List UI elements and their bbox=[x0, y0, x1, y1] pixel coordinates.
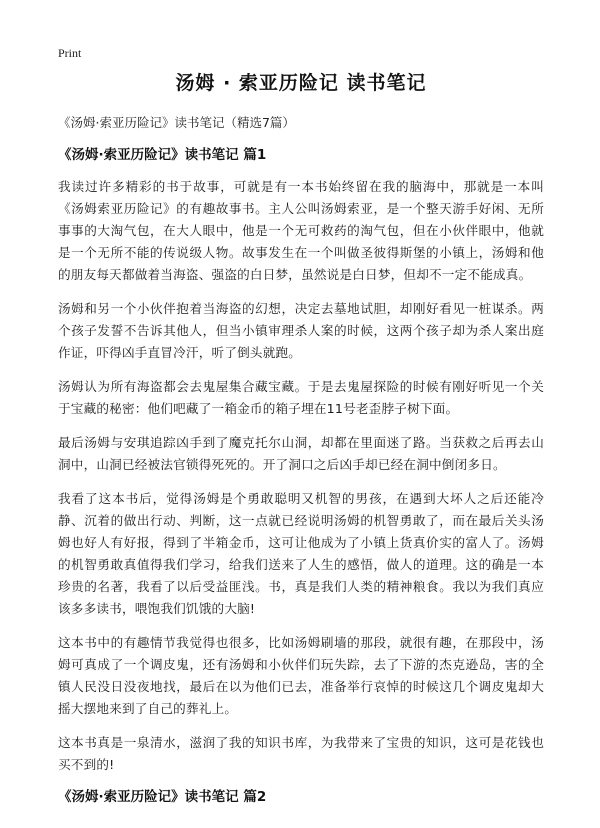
paragraph-3: 汤姆认为所有海盗都会去鬼屋集合藏宝藏。于是去鬼屋探险的时候有刚好听见一个关于宝藏的秘密：他们吧藏了一箱金币的箱子埋在11号老歪脖子树下面。 bbox=[58, 379, 544, 416]
paragraph-7: 这本书真是一泉清水，滋润了我的知识书库，为我带来了宝贵的知识，这可是花钱也买不到的! bbox=[58, 735, 544, 772]
section-heading-2: 《汤姆·索亚历险记》读书笔记 篇2 bbox=[58, 789, 267, 805]
print-label: Print bbox=[58, 46, 82, 60]
document-subtitle: 《汤姆·索亚历险记》读书笔记（精选7篇） bbox=[58, 115, 295, 130]
paragraph-6: 这本书中的有趣情节我觉得也很多，比如汤姆刷墙的那段，就很有趣，在那段中，汤姆可真成了一个调皮鬼，还有汤姆和小伙伴们玩失踪，去了下游的杰克逊岛，害的全镇人民没日没夜地找，最后在以为他们已去，准备举行哀悼的时候这几个调皮鬼却大摇大摆地来到了自己的葬礼上。 bbox=[58, 635, 544, 716]
paragraph-2: 汤姆和另一个小伙伴抱着当海盗的幻想，决定去墓地试胆，却刚好看见一桩谋杀。两个孩子发誓不告诉其他人，但当小镇审理杀人案的时候，这两个孩子却为杀人案出庭作证，吓得凶手直冒冷汗，听了倒头就跑。 bbox=[58, 301, 544, 360]
paragraph-5: 我看了这本书后，觉得汤姆是个勇敢聪明又机智的男孩，在遇到大坏人之后还能冷静、沉着的做出行动、判断，这一点就已经说明汤姆的机智勇敢了，而在最后关头汤姆也好人有好报，得到了半箱金币，这可让他成为了小镇上货真价实的富人了。汤姆的机智勇敢真值得我们学习，给我们送来了人生的感悟，做人的道理。这的确是一本珍贵的名著，我看了以后受益匪浅。书，真是我们人类的精神粮食。我以为我们真应该多多读书，喂饱我们饥饿的大脑! bbox=[58, 491, 544, 616]
document-title: 汤姆 · 索亚历险记 读书笔记 bbox=[175, 72, 427, 94]
paragraph-1: 我读过许多精彩的书于故事，可就是有一本书始终留在我的脑海中，那就是一本叫《汤姆索亚历险记》的有趣故事书。主人公叫汤姆索亚，是一个整天游手好闲、无所事事的大淘气包，在大人眼中，他是一个无可救药的淘气包，但在小伙伴眼中，他就是一个无所不能的传说级人物。故事发生在一个叫做圣彼得斯堡的小镇上，汤姆和他的朋友每天都做着当海盗、强盗的白日梦，虽然说是白日梦，但却不一定不能成真。 bbox=[58, 179, 544, 282]
section-heading-1: 《汤姆·索亚历险记》读书笔记 篇1 bbox=[58, 147, 267, 163]
paragraph-4: 最后汤姆与安琪追踪凶手到了魔克托尔山洞，却都在里面迷了路。当获救之后再去山洞中，山洞已经被法官锁得死死的。开了洞口之后凶手却已经在洞中倒闭多日。 bbox=[58, 435, 544, 472]
